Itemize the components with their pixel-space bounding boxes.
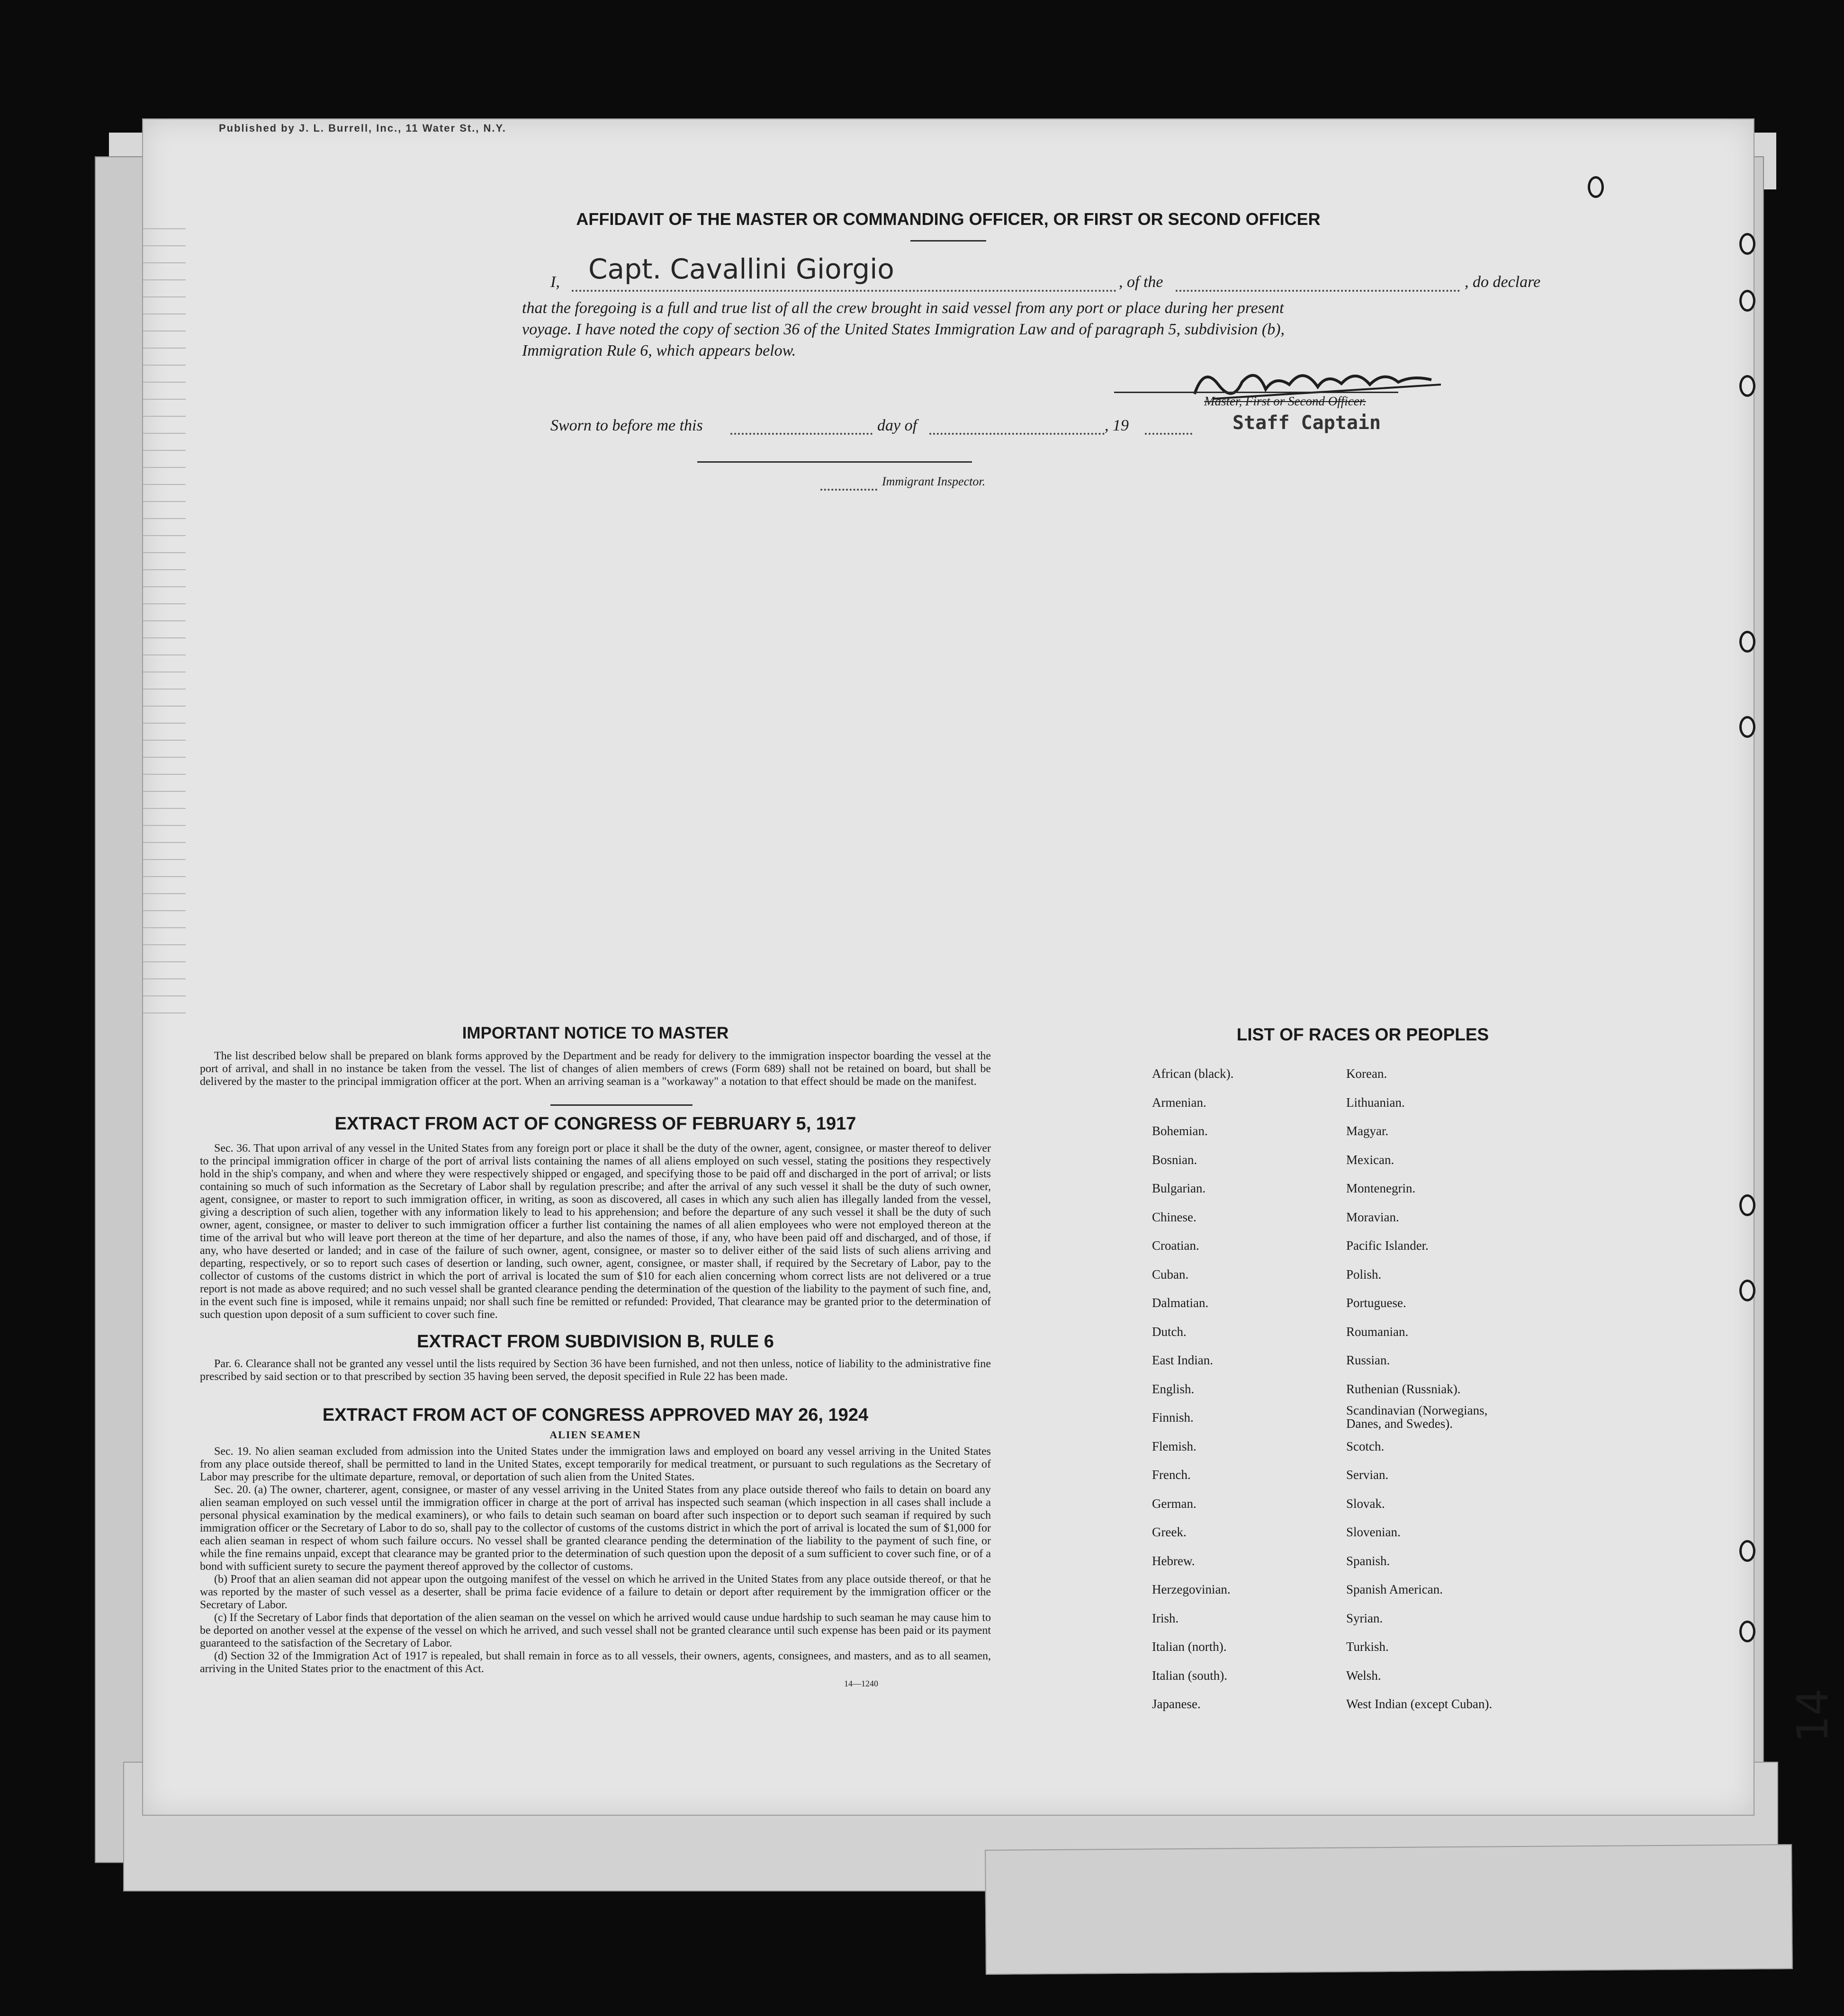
vessel-fill-line [1176, 290, 1460, 292]
ruled-margin [143, 119, 186, 1815]
margin-rule [143, 348, 186, 349]
race-item: German. [1152, 1496, 1196, 1511]
race-item: French. [1152, 1468, 1191, 1482]
handwritten-page-number: 14 [1788, 1688, 1838, 1743]
of-the-label: , of the [1119, 273, 1163, 291]
margin-rule [143, 689, 186, 690]
race-item: Pacific Islander. [1346, 1238, 1429, 1253]
race-item: Russian. [1346, 1353, 1390, 1367]
race-item: African (black). [1152, 1066, 1234, 1081]
margin-rule [143, 586, 186, 587]
margin-rule [143, 484, 186, 485]
notice-paragraph: The list described below shall be prepared on blank forms approved by the Department and be ready for delivery to the immigration inspector boarding the vessel at the port of arrival, and shall in no instance be taken from the vessel. The list of changes of alien members of crews (Form 689) shall not be retained on board, but shall be delivered by the master to the principal immigration officer at the port. When an arriving seaman is a "workaway" a notation to that effect should be made on the manifest. [200, 1050, 991, 1088]
margin-rule [143, 450, 186, 451]
affidavit-page [142, 118, 1754, 1816]
month-fill-line [929, 433, 1105, 435]
margin-rule [143, 262, 186, 263]
inspector-label: Immigrant Inspector. [882, 475, 986, 488]
binder-hole [1739, 716, 1755, 738]
extract-1917-title: EXTRACT FROM ACT OF CONGRESS OF FEBRUARY 5, 1917 [334, 1114, 856, 1134]
margin-rule [143, 740, 186, 741]
margin-rule [143, 399, 186, 400]
margin-rule [143, 910, 186, 911]
margin-rule [143, 808, 186, 809]
race-item: Scandinavian (Norwegians, Danes, and Swedes). [1346, 1403, 1488, 1431]
extract-rule6-paragraph: Par. 6. Clearance shall not be granted any vessel until the lists required by Section 36 have been furnished, and not then unless, notice of liability to the administrative fine prescribed by said section or to that prescribed by section 35 having been served, the deposit specified in Rule 22 has been made. [200, 1358, 991, 1383]
binder-hole [1739, 233, 1755, 255]
margin-rule [143, 637, 186, 638]
race-item: Servian. [1346, 1468, 1389, 1482]
margin-rule [143, 757, 186, 758]
margin-rule [143, 501, 186, 502]
margin-rule [143, 365, 186, 366]
binder-hole [1588, 176, 1604, 198]
race-item: Japanese. [1152, 1697, 1201, 1711]
extract-1924-paragraph: Sec. 19. No alien seaman excluded from admission into the United States under the immigration laws and employed on board any vessel arriving in the United States from any place outside thereof, shall be permitted to land in the United States, except temporarily for medical treatment, or pursuant to such regulations as the Secretary of Labor may prescribe for the ultimate departure, removal, or deportation of such alien from the United States. [200, 1445, 991, 1483]
race-item: Scotch. [1346, 1439, 1385, 1453]
race-item: Slovak. [1346, 1496, 1385, 1511]
margin-rule [143, 416, 186, 417]
margin-rule [143, 535, 186, 536]
margin-rule [143, 978, 186, 979]
races-title: LIST OF RACES OR PEOPLES [1236, 1025, 1489, 1044]
margin-rule [143, 245, 186, 246]
margin-rule [143, 842, 186, 843]
declarant-prefix: I, [550, 273, 560, 291]
race-item: Croatian. [1152, 1238, 1199, 1253]
day-of-label: day of [877, 417, 918, 434]
binder-hole [1739, 375, 1755, 397]
race-item: Portuguese. [1346, 1296, 1406, 1310]
margin-rule [143, 603, 186, 604]
race-item: Lithuanian. [1346, 1095, 1405, 1110]
race-item: Cuban. [1152, 1267, 1189, 1281]
race-item: Hebrew. [1152, 1553, 1195, 1568]
year-prefix: , 19 [1105, 417, 1129, 434]
margin-rule [143, 467, 186, 468]
name-fill-line [572, 290, 1116, 292]
margin-rule [143, 723, 186, 724]
race-item: Irish. [1152, 1611, 1179, 1625]
section-rule [550, 1104, 693, 1106]
signer-label: Master, First or Second Officer. [1204, 394, 1366, 408]
declaration-line-3: Immigration Rule 6, which appears below. [522, 342, 796, 359]
race-item: Spanish. [1346, 1553, 1390, 1568]
margin-rule [143, 518, 186, 519]
extract-1924-paragraph: (b) Proof that an alien seaman did not appear upon the outgoing manifest of the vessel on which he arrived in the United States from any place outside thereof, or that he was reported by the master of such vessel as a deserter, shall be prima facie evidence of a failure to detain or deport after requirement by the immigration officer or the Secretary of Labor. [200, 1573, 991, 1611]
extract-1917-paragraph: Sec. 36. That upon arrival of any vessel in the United States from any foreign port or place it shall be the duty of the owner, agent, consignee, or master thereof to deliver to the principal immigration officer in charge of the port of arrival lists containing the names of all aliens employed on such vessel, stating the positions they respectively hold in the ship's company, and when and where they were respectively shipped or engaged, and specifying those to be paid off and discharged in the port of arrival; or lists containing so much of such information as the Secretary of Labor shall by regulation prescribe; and after the arrival of any such vessel it shall be the duty of such owner, agent, consignee, or master to report to such immigration officer, in writing, as soon as discovered, all cases in which any such alien has illegally landed from the vessel, giving a description of such alien, together with any information likely to lead to his apprehension; and before the departure of any such vessel it shall be the duty of such owner, agent, consignee, or master to deliver to such immigration officer a further list containing the names of all alien employees who were not employed thereon at the time of the arrival but who will leave port thereon at the time of her departure, and also the names of those, if any, who have been paid off and discharged, and of those, if any, who have deserted or landed; and in case of the failure of such owner, agent, consignee, or master so to deliver either of the said lists of such aliens arriving and departing, respectively, or so to report such cases of desertion or landing, such owner, agent, consignee, or master shall, if required by the Secretary of Labor, pay to the collector of customs of the customs district in which the port of arrival is located the sum of $10 for each alien concerning whom correct lists are not delivered or a true report is not made as above required; and no such vessel shall be granted clearance pending the determination of the question of the liability to the payment of such fine, and, in the event such fine is imposed, while it remains unpaid; nor shall such fine be remitted or refunded: Provided, That clearance may be granted prior to the determination of such question upon deposit of a sum sufficient to cover such fine. [200, 1142, 991, 1321]
race-item: Magyar. [1346, 1124, 1389, 1138]
race-item: Montenegrin. [1346, 1181, 1416, 1195]
margin-rule [143, 825, 186, 826]
race-item: Bosnian. [1152, 1152, 1197, 1167]
margin-rule [143, 569, 186, 570]
margin-rule [143, 876, 186, 877]
margin-rule [143, 893, 186, 894]
declarant-name: Capt. Cavallini Giorgio [588, 253, 894, 285]
extract-1924-paragraph: (c) If the Secretary of Labor finds that deportation of the alien seaman on the vessel on which he arrived would cause undue hardship to such seaman he may cause him to be deported on another vessel at the expense of the vessel on which he arrived, and such vessel shall not be granted clearance until such expense has been paid or its payment guaranteed to the satisfaction of the Secretary of Labor. [200, 1612, 991, 1649]
inspector-fill-line [820, 489, 877, 491]
race-item: Welsh. [1346, 1668, 1381, 1683]
form-code: 14—1240 [844, 1679, 878, 1688]
binder-hole [1739, 1280, 1755, 1301]
sworn-prefix: Sworn to before me this [550, 417, 703, 434]
binder-hole [1739, 1194, 1755, 1216]
extract-rule6-text [200, 1358, 991, 1383]
extract-1924-text [200, 1445, 991, 1676]
signature-line [1114, 392, 1398, 393]
extract-1924-title: EXTRACT FROM ACT OF CONGRESS APPROVED MAY 26, 1924 [322, 1405, 869, 1425]
race-item: Armenian. [1152, 1095, 1206, 1110]
staff-captain-stamp: Staff Captain [1232, 412, 1381, 434]
race-item: Dutch. [1152, 1324, 1187, 1339]
race-item: Korean. [1346, 1066, 1387, 1081]
race-item: Bohemian. [1152, 1124, 1208, 1138]
notice-text [200, 1050, 991, 1088]
race-item: Flemish. [1152, 1439, 1196, 1453]
race-item: Bulgarian. [1152, 1181, 1206, 1195]
day-fill-line [730, 433, 873, 435]
margin-rule [143, 1012, 186, 1013]
margin-rule [143, 995, 186, 996]
notice-title: IMPORTANT NOTICE TO MASTER [462, 1024, 729, 1042]
margin-rule [143, 774, 186, 775]
extract-rule6-title: EXTRACT FROM SUBDIVISION B, RULE 6 [417, 1332, 774, 1352]
race-item: West Indian (except Cuban). [1346, 1697, 1493, 1711]
race-item: English. [1152, 1381, 1195, 1396]
extract-1917-text [200, 1142, 991, 1321]
torn-sheet-bottom [985, 1844, 1793, 1975]
margin-rule [143, 791, 186, 792]
binder-hole [1739, 1540, 1755, 1562]
margin-rule [143, 296, 186, 297]
margin-rule [143, 927, 186, 928]
margin-rule [143, 654, 186, 655]
year-fill-line [1145, 433, 1192, 435]
race-item: Syrian. [1346, 1611, 1383, 1625]
race-item: Slovenian. [1346, 1525, 1401, 1539]
races-column-right [1346, 1066, 1611, 1711]
race-item: Dalmatian. [1152, 1296, 1209, 1310]
margin-rule [143, 279, 186, 280]
margin-rule [143, 331, 186, 332]
binder-hole [1739, 631, 1755, 653]
extract-1924-subtitle: ALIEN SEAMEN [549, 1429, 641, 1441]
race-item: Turkish. [1346, 1640, 1389, 1654]
race-item: Spanish American. [1346, 1582, 1443, 1596]
declaration-line-1: that the foregoing is a full and true list of all the crew brought in said vessel from any port or place during her present [522, 299, 1284, 317]
race-item: Herzegovinian. [1152, 1582, 1231, 1596]
race-item: Italian (south). [1152, 1668, 1227, 1683]
race-item: Ruthenian (Russniak). [1346, 1381, 1461, 1396]
race-item: Finnish. [1152, 1410, 1194, 1425]
race-item: Mexican. [1346, 1152, 1394, 1167]
race-item: East Indian. [1152, 1353, 1213, 1367]
margin-rule [143, 552, 186, 553]
affidavit-title: AFFIDAVIT OF THE MASTER OR COMMANDING OFFICER, OR FIRST OR SECOND OFFICER [576, 209, 1321, 229]
title-rule [910, 240, 986, 242]
race-item: Greek. [1152, 1525, 1187, 1539]
margin-rule [143, 620, 186, 621]
extract-1924-paragraph: Sec. 20. (a) The owner, charterer, agent, consignee, or master of any vessel arriving in the United States from any place outside thereof who fails to detain on board any alien seaman employed on such vessel until the immigration officer in charge at the port of arrival has inspected such seaman (which inspection in all cases shall include a personal physical examination by the medical examiners), or who fails to detain such seaman on board after such inspection or to deport such seaman if required by such immigration officer or the Secretary of Labor to do so, shall pay to the collector of customs of the customs district in which the port of arrival is located the sum of $1,000 for each alien seaman in respect of whom such failure occurs. No vessel shall be granted clearance pending the determination of the liability to the payment of such fine, or while the fine remains unpaid, except that clearance may be granted prior to the determination of such question upon the deposit of a sum sufficient to cover such fine, or of a bond with sufficient surety to secure the payment thereof approved by the collector of customs. [200, 1484, 991, 1573]
margin-rule [143, 433, 186, 434]
race-item: Roumanian. [1346, 1324, 1409, 1339]
margin-rule [143, 706, 186, 707]
binder-hole [1739, 1621, 1755, 1642]
do-declare-label: , do declare [1465, 273, 1541, 291]
binder-hole [1739, 290, 1755, 312]
margin-rule [143, 382, 186, 383]
race-item: Polish. [1346, 1267, 1382, 1281]
extract-1924-paragraph: (d) Section 32 of the Immigration Act of 1917 is repealed, but shall remain in force as to all vessels, their owners, agents, consignees, and masters, and as to all seamen, arriving in the United States prior to the enactment of this Act. [200, 1650, 991, 1675]
race-item: Italian (north). [1152, 1640, 1227, 1654]
margin-rule [143, 859, 186, 860]
inspector-signature-line [697, 461, 972, 463]
race-item: Moravian. [1346, 1210, 1399, 1224]
margin-rule [143, 944, 186, 945]
race-item: Chinese. [1152, 1210, 1196, 1224]
margin-rule [143, 961, 186, 962]
declaration-line-2: voyage. I have noted the copy of section 36 of the United States Immigration Law and of paragraph 5, subdivision (b), [522, 321, 1285, 338]
printer-imprint: Published by J. L. Burrell, Inc., 11 Water St., N.Y. [219, 122, 506, 134]
